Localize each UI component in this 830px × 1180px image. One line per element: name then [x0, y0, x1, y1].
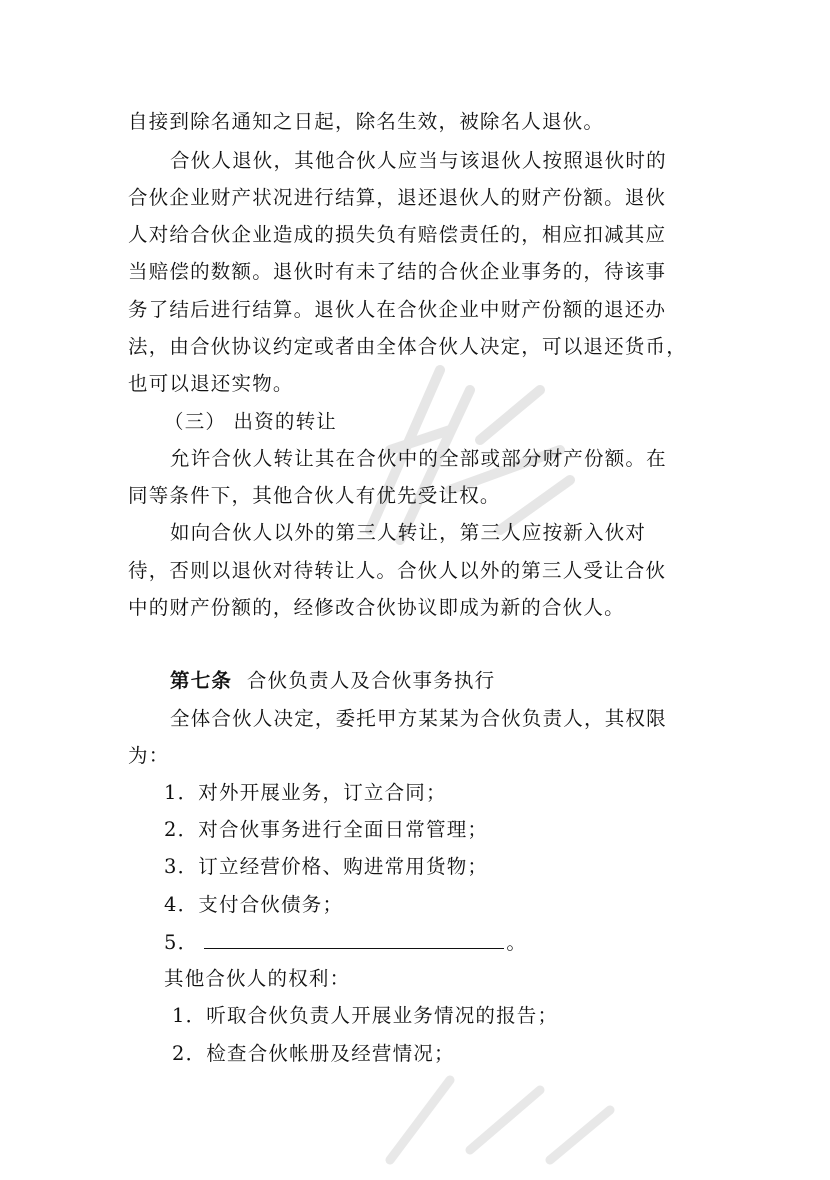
list-item: 2．对合伙事务进行全面日常管理；: [164, 818, 489, 841]
text-line: 也可以退还实物。: [128, 372, 294, 395]
list-item: 1．听取合伙负责人开展业务情况的报告；: [172, 1004, 559, 1027]
list-item: 2．检查合伙帐册及经营情况；: [172, 1042, 455, 1065]
text-line: 自接到除名通知之日起，除名生效，被除名人退伙。: [128, 110, 605, 133]
list-item: 3．订立经营价格、购进常用货物；: [164, 855, 489, 878]
list-item-blank: [164, 930, 754, 955]
list-item: 4．支付合伙债务；: [164, 893, 344, 916]
text-line: 全体合伙人决定，委托甲方某某为合伙负责人，其权限: [170, 707, 667, 730]
list-item: 1．对外开展业务，订立合同；: [164, 781, 447, 804]
text-line: 同等条件下，其他合伙人有优先受让权。: [128, 484, 501, 507]
article-heading: [170, 669, 718, 693]
list-number: 5．: [164, 931, 199, 954]
article-number: 第七条: [170, 669, 233, 692]
list-end-mark: 。: [506, 931, 528, 954]
subheading: 其他合伙人的权利：: [164, 967, 351, 990]
text-line: 允许合伙人转让其在合伙中的全部或部分财产份额。在: [170, 447, 667, 470]
text-line: 为：: [128, 744, 170, 767]
text-line: 法，由合伙协议约定或者由全体合伙人决定，可以退还货币，: [128, 335, 687, 358]
text-line: 如向合伙人以外的第三人转让，第三人应按新入伙对: [170, 521, 647, 544]
section-heading: （三） 出资的转让: [164, 410, 337, 433]
text-line: 务了结后进行结算。退伙人在合伙企业中财产份额的退还办: [128, 298, 667, 321]
fill-in-blank[interactable]: [204, 930, 504, 949]
text-line: 待，否则以退伙对待转让人。合伙人以外的第三人受让合伙: [128, 559, 667, 582]
text-line: 当赔偿的数额。退伙时有未了结的合伙企业事务的，待该事: [128, 260, 667, 283]
article-title: 合伙负责人及合伙事务执行: [246, 669, 496, 692]
text-line: 合伙人退伙，其他合伙人应当与该退伙人按照退伙时的: [170, 149, 667, 172]
text-line: 中的财产份额的，经修改合伙协议即成为新的合伙人。: [128, 596, 625, 619]
text-line: 人对给合伙企业造成的损失负有赔偿责任的，相应扣减其应: [128, 223, 667, 246]
text-line: 合伙企业财产状况进行结算，退还退伙人的财产份额。退伙: [128, 186, 667, 209]
